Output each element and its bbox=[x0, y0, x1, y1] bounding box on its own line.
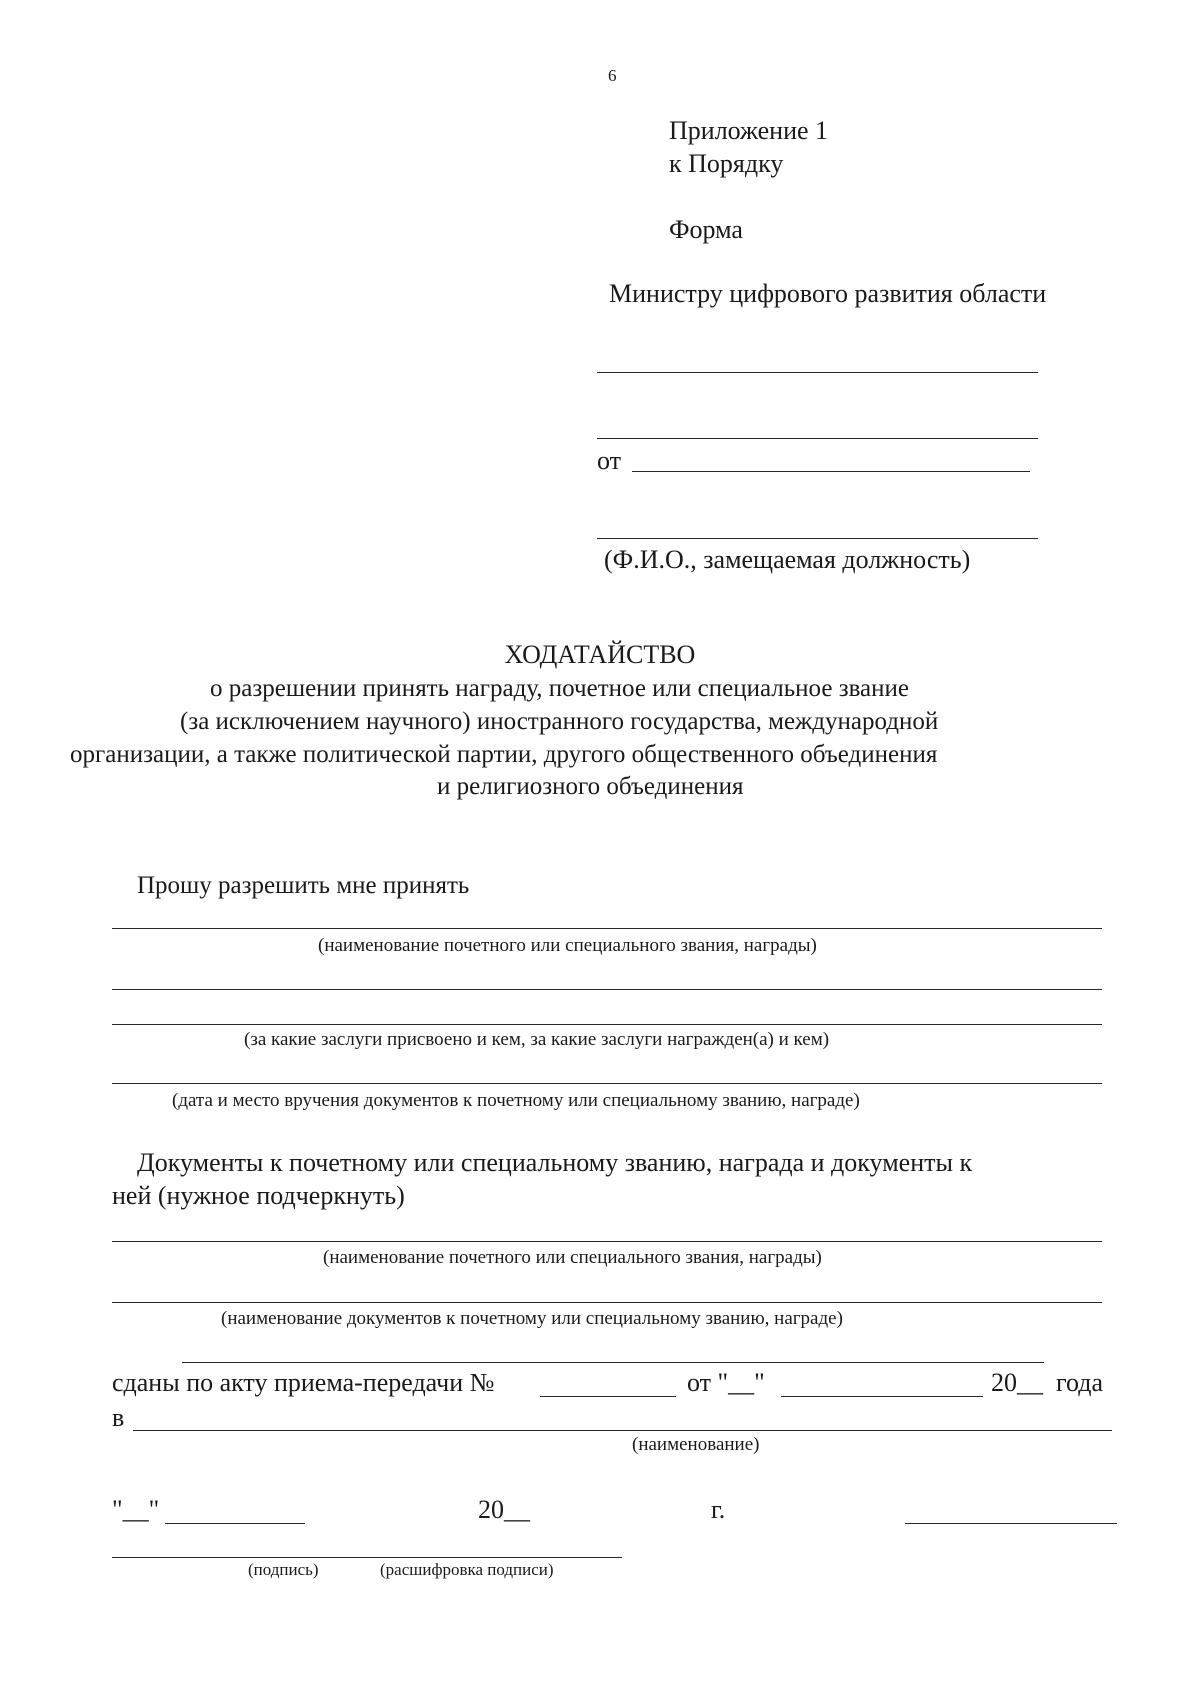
act-from-label: от "__" bbox=[687, 1368, 765, 1397]
act-year-label: 20__ bbox=[991, 1368, 1043, 1397]
sign-right-line[interactable] bbox=[905, 1523, 1117, 1524]
heading-line-3: организации, а также политической партии, другого общественного объединения bbox=[70, 741, 938, 768]
in-label: в bbox=[112, 1403, 125, 1432]
from-field-line[interactable] bbox=[632, 471, 1030, 472]
signature-line[interactable] bbox=[112, 1557, 622, 1558]
heading-line-1: о разрешении принять награду, почетное или специальное звание bbox=[210, 675, 909, 702]
documents-extra-line[interactable] bbox=[182, 1362, 1044, 1363]
addressee-to: Министру цифрового развития области bbox=[609, 279, 1047, 308]
heading-line-2: (за исключением научного) иностранного государства, международной bbox=[180, 708, 939, 735]
addressee-line-2[interactable] bbox=[597, 438, 1038, 439]
award-title-line[interactable] bbox=[112, 928, 1102, 929]
addressee-line-1[interactable] bbox=[597, 372, 1038, 373]
request-intro: Прошу разрешить мне принять bbox=[137, 872, 470, 899]
form-label: Форма bbox=[669, 215, 743, 244]
page-number: 6 bbox=[608, 66, 617, 85]
appendix-line-1: Приложение 1 bbox=[669, 116, 829, 145]
documents-title-caption: (наименование почетного или специального звания, награды) bbox=[323, 1247, 822, 1268]
signature-caption: (подпись) bbox=[248, 1560, 319, 1579]
appendix-line-2: к Порядку bbox=[669, 149, 784, 178]
date-place-caption: (дата и место вручения документов к почетному или специальному званию, награде) bbox=[172, 1090, 860, 1111]
sign-date-line[interactable] bbox=[165, 1523, 305, 1524]
documents-text-2: ней (нужное подчеркнуть) bbox=[112, 1181, 405, 1210]
documents-title-line[interactable] bbox=[112, 1241, 1102, 1242]
organization-line[interactable] bbox=[133, 1430, 1112, 1431]
act-number-line[interactable] bbox=[540, 1396, 676, 1397]
document-title: ХОДАТАЙСТВО bbox=[504, 640, 696, 669]
documents-names-line[interactable] bbox=[112, 1302, 1102, 1303]
fio-line[interactable] bbox=[597, 538, 1038, 539]
sign-year-label: 20__ bbox=[478, 1495, 530, 1524]
sign-date-label: "__" bbox=[112, 1495, 160, 1524]
transfer-text: сданы по акту приема-передачи № bbox=[112, 1368, 495, 1397]
signature-decode-caption: (расшифровка подписи) bbox=[380, 1560, 554, 1579]
fio-caption: (Ф.И.О., замещаемая должность) bbox=[604, 545, 971, 574]
documents-names-caption: (наименование документов к почетному или специальному званию, награде) bbox=[221, 1308, 843, 1329]
organization-caption: (наименование) bbox=[632, 1434, 760, 1455]
date-place-line[interactable] bbox=[112, 1083, 1102, 1084]
merits-line-1[interactable] bbox=[112, 989, 1102, 990]
act-date-line[interactable] bbox=[781, 1396, 983, 1397]
documents-text-1: Документы к почетному или специальному званию, награда и документы к bbox=[137, 1148, 973, 1177]
sign-g-label: г. bbox=[711, 1495, 726, 1524]
merits-line-2[interactable] bbox=[112, 1024, 1102, 1025]
award-title-caption: (наименование почетного или специального звания, награды) bbox=[318, 935, 817, 956]
act-year-suffix: года bbox=[1056, 1368, 1104, 1397]
from-label: от bbox=[597, 446, 622, 475]
merits-caption: (за какие заслуги присвоено и кем, за какие заслуги награжден(а) и кем) bbox=[244, 1029, 830, 1050]
heading-line-4: и религиозного объединения bbox=[437, 773, 744, 800]
